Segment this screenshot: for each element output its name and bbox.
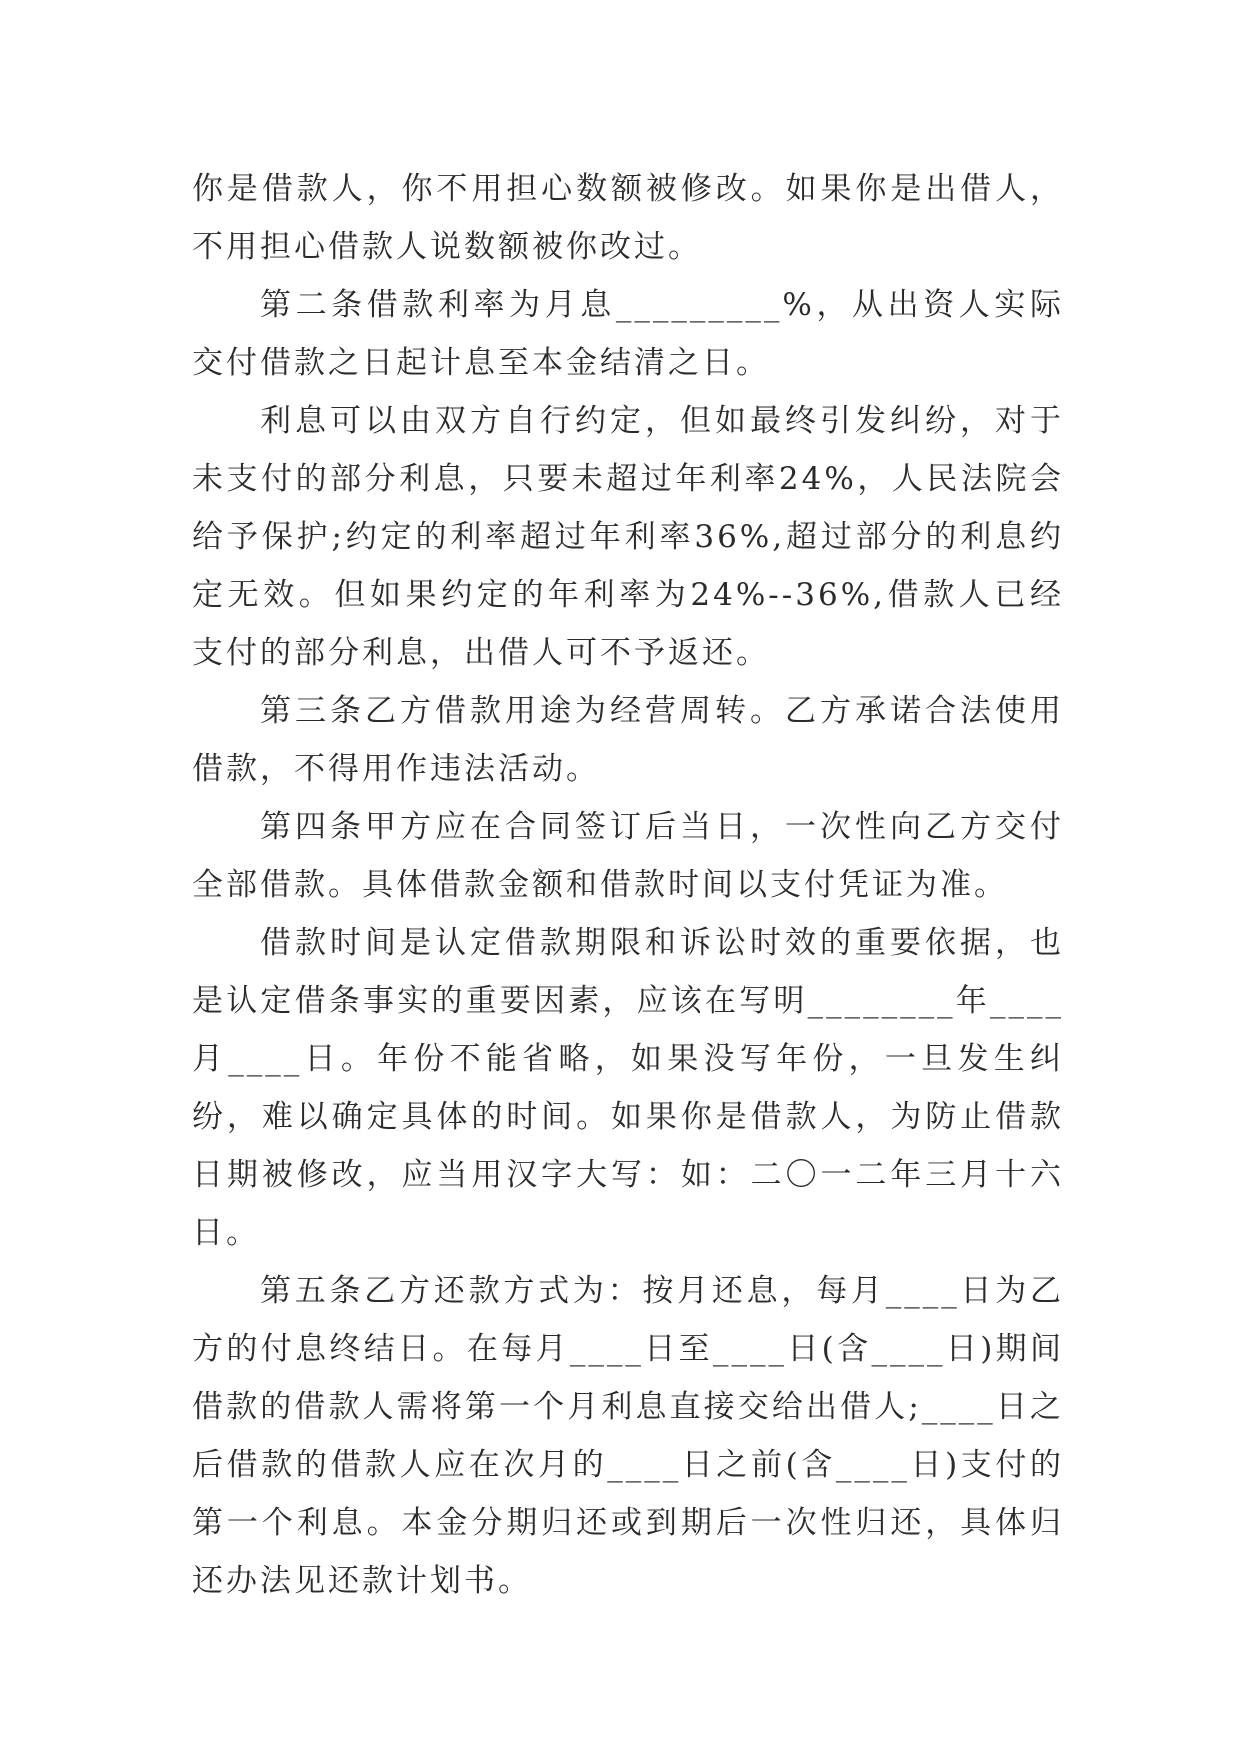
paragraph-article-5: 第五条乙方还款方式为：按月还息，每月____日为乙方的付息终结日。在每月____日至____日(含____日)期间借款的借款人需将第一个月利息直接交给出借人;____日之后借款的借款人应在次月的____日之前(含____日)支付的第一个利息。本金分期归还或到期后一次性归还，具体归还办法见还款计划书。 [192, 1273, 1064, 1599]
paragraph-article-4: 第四条甲方应在合同签订后当日，一次性向乙方交付全部借款。具体借款金额和借款时间以支付凭证为准。 [192, 809, 1064, 903]
paragraph-date-note: 借款时间是认定借款期限和诉讼时效的重要依据，也是认定借条事实的重要因素，应该在写明________年____月____日。年份不能省略，如果没写年份，一旦发生纠纷，难以确定具体的时间。如果你是借款人，为防止借款日期被修改，应当用汉字大写：如：二〇一二年三月十六日。 [192, 925, 1064, 1251]
document-body [192, 160, 1064, 1610]
paragraph-article-2: 第二条借款利率为月息_________%，从出资人实际交付借款之日起计息至本金结清之日。 [192, 287, 1064, 381]
paragraph-interest-note: 利息可以由双方自行约定，但如最终引发纠纷，对于未支付的部分利息，只要未超过年利率24%，人民法院会给予保护;约定的利率超过年利率36%,超过部分的利息约定无效。但如果约定的年利率为24%--36%,借款人已经支付的部分利息，出借人可不予返还。 [192, 403, 1064, 671]
paragraph-continuation: 你是借款人，你不用担心数额被修改。如果你是出借人，不用担心借款人说数额被你改过。 [192, 171, 1064, 265]
paragraph-article-3: 第三条乙方借款用途为经营周转。乙方承诺合法使用借款，不得用作违法活动。 [192, 693, 1064, 787]
